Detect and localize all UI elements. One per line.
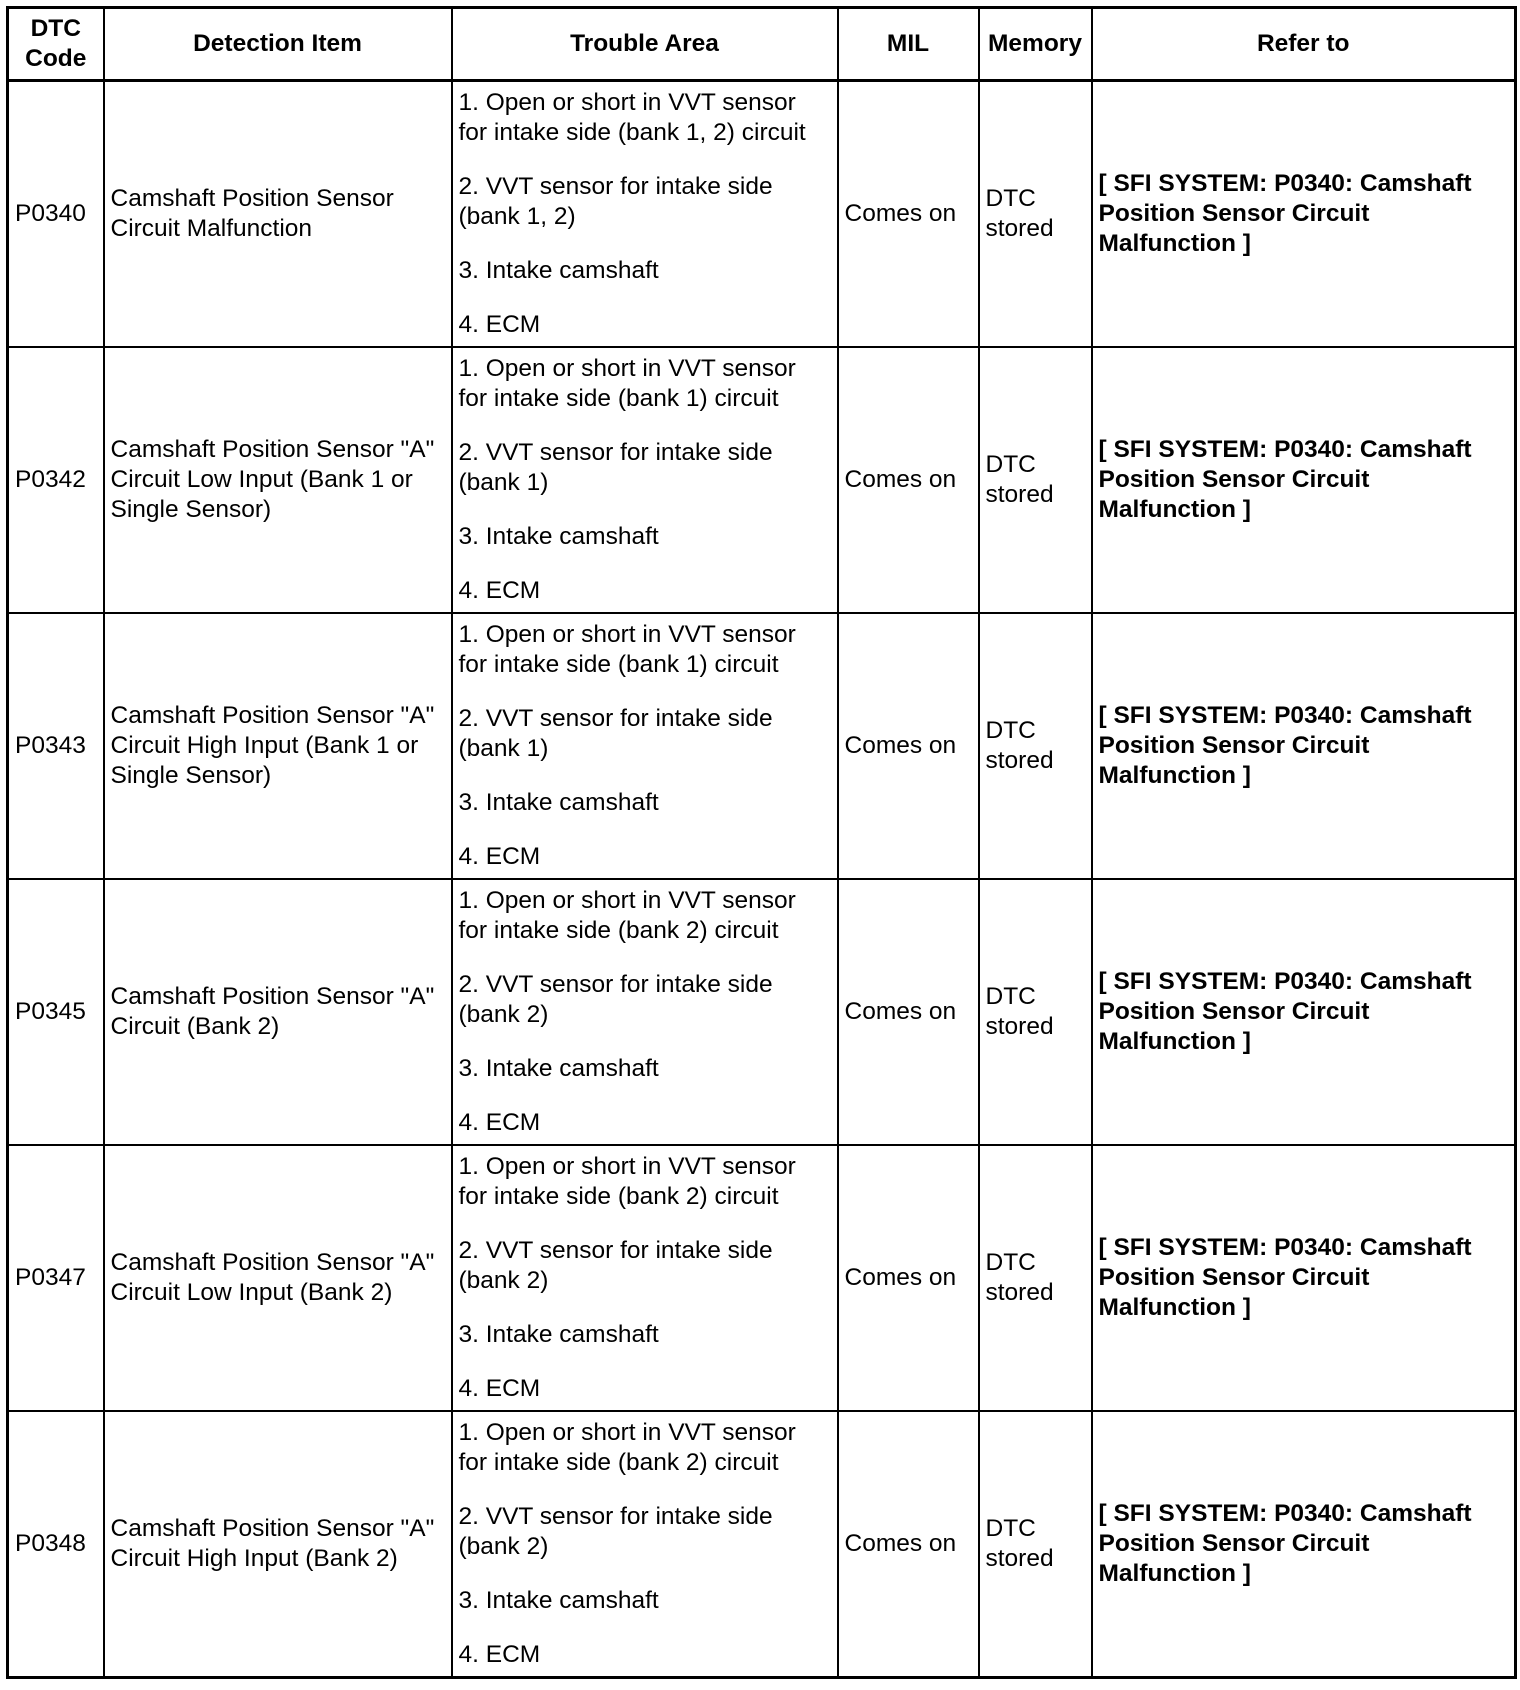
table-row (8, 1145, 1516, 1411)
trouble-area-cell (452, 1411, 838, 1678)
dtc-code-cell: P0345 (8, 879, 104, 1145)
trouble-area-item: 4. ECM (458, 843, 541, 870)
mil-cell: Comes on (838, 1411, 979, 1678)
mil-cell: Comes on (838, 1145, 979, 1411)
refer-to-link[interactable]: [ SFI SYSTEM: P0340: Camshaft Position Sensor Circuit Malfunction ] (1092, 1145, 1516, 1411)
memory-cell: DTC stored (979, 613, 1092, 879)
memory-cell: DTC stored (979, 81, 1092, 348)
table-body (8, 81, 1516, 1678)
trouble-area-item: 1. Open or short in VVT sensor for intake side (bank 1) circuit (458, 621, 796, 678)
trouble-area-item: 4. ECM (458, 1641, 541, 1668)
detection-item-cell: Camshaft Position Sensor "A" Circuit High Input (Bank 1 or Single Sensor) (104, 613, 452, 879)
trouble-area-item: 4. ECM (458, 577, 541, 604)
refer-to-link[interactable]: [ SFI SYSTEM: P0340: Camshaft Position Sensor Circuit Malfunction ] (1092, 613, 1516, 879)
trouble-area-item: 2. VVT sensor for intake side (bank 1) (458, 439, 773, 496)
header-row (8, 8, 1516, 81)
trouble-area-item: 3. Intake camshaft (458, 789, 659, 816)
refer-to-link[interactable]: [ SFI SYSTEM: P0340: Camshaft Position Sensor Circuit Malfunction ] (1092, 1411, 1516, 1678)
dtc-table (6, 6, 1517, 1679)
header-refer-to: Refer to (1092, 8, 1516, 81)
trouble-area-item: 1. Open or short in VVT sensor for intake side (bank 1) circuit (458, 355, 796, 412)
header-mil: MIL (838, 8, 979, 81)
table-row (8, 81, 1516, 348)
table-header (8, 8, 1516, 81)
mil-cell: Comes on (838, 613, 979, 879)
table-row (8, 1411, 1516, 1678)
trouble-area-cell (452, 613, 838, 879)
dtc-code-cell: P0343 (8, 613, 104, 879)
trouble-area-item: 4. ECM (458, 1375, 541, 1402)
trouble-area-item: 2. VVT sensor for intake side (bank 1) (458, 705, 773, 762)
refer-to-link[interactable]: [ SFI SYSTEM: P0340: Camshaft Position Sensor Circuit Malfunction ] (1092, 879, 1516, 1145)
trouble-area-item: 4. ECM (458, 311, 541, 338)
mil-cell: Comes on (838, 81, 979, 348)
trouble-area-item: 2. VVT sensor for intake side (bank 1, 2) (458, 173, 773, 230)
table-row (8, 879, 1516, 1145)
trouble-area-item: 3. Intake camshaft (458, 523, 659, 550)
mil-cell: Comes on (838, 879, 979, 1145)
trouble-area-item: 3. Intake camshaft (458, 1587, 659, 1614)
trouble-area-cell (452, 879, 838, 1145)
trouble-area-item: 3. Intake camshaft (458, 257, 659, 284)
dtc-code-cell: P0340 (8, 81, 104, 348)
refer-to-link[interactable]: [ SFI SYSTEM: P0340: Camshaft Position Sensor Circuit Malfunction ] (1092, 347, 1516, 613)
memory-cell: DTC stored (979, 1411, 1092, 1678)
trouble-area-item: 1. Open or short in VVT sensor for intake side (bank 1, 2) circuit (458, 89, 806, 146)
trouble-area-cell (452, 347, 838, 613)
detection-item-cell: Camshaft Position Sensor "A" Circuit Low Input (Bank 1 or Single Sensor) (104, 347, 452, 613)
refer-to-link[interactable]: [ SFI SYSTEM: P0340: Camshaft Position Sensor Circuit Malfunction ] (1092, 81, 1516, 348)
trouble-area-item: 4. ECM (458, 1109, 541, 1136)
dtc-code-cell: P0347 (8, 1145, 104, 1411)
memory-cell: DTC stored (979, 879, 1092, 1145)
dtc-code-cell: P0348 (8, 1411, 104, 1678)
trouble-area-item: 2. VVT sensor for intake side (bank 2) (458, 1503, 773, 1560)
header-detection-item: Detection Item (104, 8, 452, 81)
dtc-code-cell: P0342 (8, 347, 104, 613)
detection-item-cell: Camshaft Position Sensor "A" Circuit High Input (Bank 2) (104, 1411, 452, 1678)
memory-cell: DTC stored (979, 1145, 1092, 1411)
trouble-area-item: 1. Open or short in VVT sensor for intake side (bank 2) circuit (458, 1153, 796, 1210)
memory-cell: DTC stored (979, 347, 1092, 613)
trouble-area-cell (452, 1145, 838, 1411)
trouble-area-item: 3. Intake camshaft (458, 1321, 659, 1348)
trouble-area-item: 1. Open or short in VVT sensor for intake side (bank 2) circuit (458, 1419, 796, 1476)
trouble-area-item: 3. Intake camshaft (458, 1055, 659, 1082)
header-dtc-code-label: DTC Code (25, 15, 87, 72)
detection-item-cell: Camshaft Position Sensor "A" Circuit (Bank 2) (104, 879, 452, 1145)
table-row (8, 347, 1516, 613)
trouble-area-item: 1. Open or short in VVT sensor for intake side (bank 2) circuit (458, 887, 796, 944)
trouble-area-item: 2. VVT sensor for intake side (bank 2) (458, 1237, 773, 1294)
header-trouble-area: Trouble Area (452, 8, 838, 81)
trouble-area-cell (452, 81, 838, 348)
header-dtc-code (8, 8, 104, 81)
detection-item-cell: Camshaft Position Sensor Circuit Malfunction (104, 81, 452, 348)
trouble-area-item: 2. VVT sensor for intake side (bank 2) (458, 971, 773, 1028)
header-memory: Memory (979, 8, 1092, 81)
table-row (8, 613, 1516, 879)
detection-item-cell: Camshaft Position Sensor "A" Circuit Low Input (Bank 2) (104, 1145, 452, 1411)
mil-cell: Comes on (838, 347, 979, 613)
